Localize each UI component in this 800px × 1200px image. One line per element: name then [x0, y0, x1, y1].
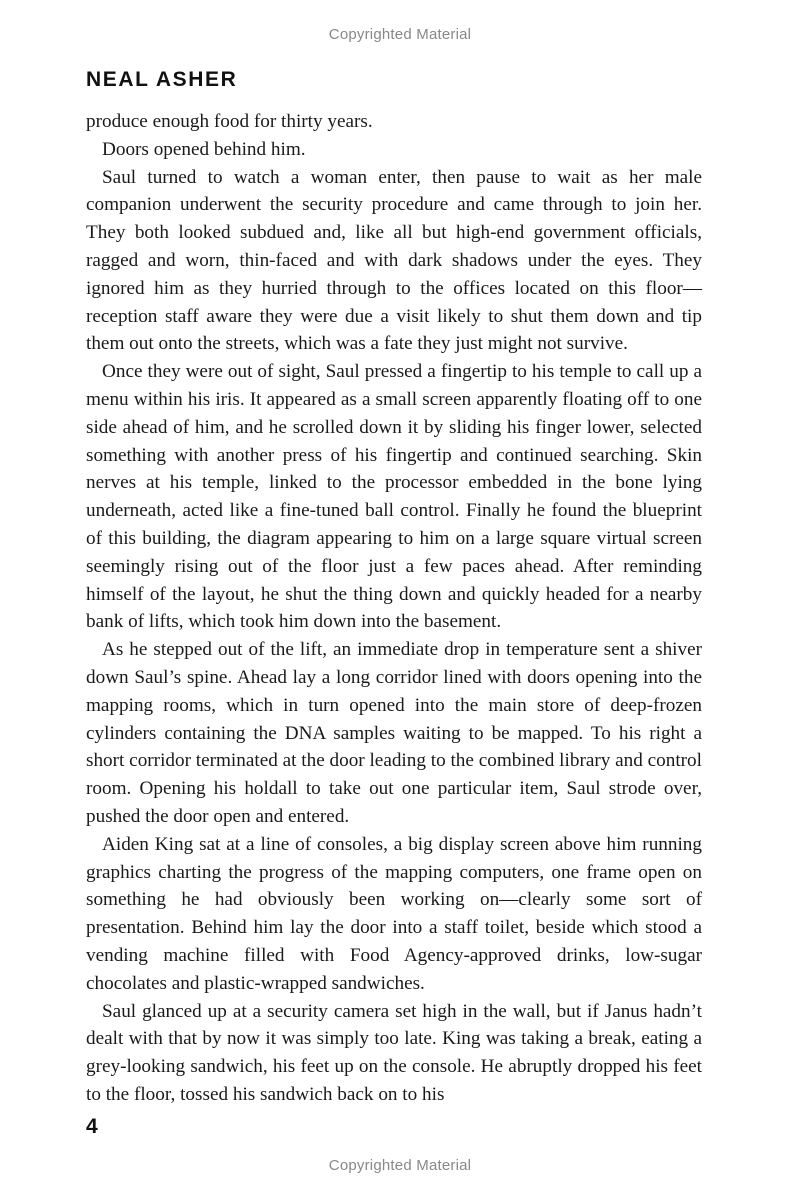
- copyright-watermark-top: Copyrighted Material: [328, 26, 472, 43]
- body-text: [86, 108, 702, 1109]
- paragraph: Doors opened behind him.: [102, 138, 306, 160]
- paragraph: Once they were out of sight, Saul pressed a fingertip to his temple to call up a menu within his iris. It appeared as a small screen apparently floating off to one side ahead of him, and he scrolled down it by sliding his finger lower, selected something with another press of his fingertip and continued searching. Skin nerves at his temple, linked to the processor embedded in the bone lying underneath, acted like a fine-tuned ball control. Finally he found the blueprint of this building, the diagram appearing to him on a large square virtual screen seemingly rising out of the floor just a few paces ahead. After reminding himself of the layout, he shut the thing down and quickly headed for a nearby bank of lifts, which took him down into the basement.: [86, 361, 702, 633]
- running-head-author: NEAL ASHER: [86, 68, 238, 91]
- paragraph: Aiden King sat at a line of consoles, a big display screen above him running graphics charting the progress of the mapping computers, one frame open on something he had obviously been working on—clearly some sort of presentation. Behind him lay the door into a staff toilet, beside which stood a vending machine filled with Food Agency-approved drinks, low-sugar chocolates and plastic-wrapped sandwiches.: [86, 833, 702, 994]
- paragraph: As he stepped out of the lift, an immediate drop in temperature sent a shiver down Saul’s spine. Ahead lay a long corridor lined with doors opening into the mapping rooms, which in turn opened into the main store of deep-frozen cylinders containing the DNA samples waiting to be mapped. To his right a short corridor terminated at the door leading to the combined library and control room. Opening his holdall to take out one particular item, Saul strode over, pushed the door open and entered.: [86, 639, 702, 827]
- paragraph: Saul turned to watch a woman enter, then pause to wait as her male companion underwent the security procedure and came through to join her. They both looked subdued and, like all but high-end government officials, ragged and worn, thin-faced and with dark shadows under the eyes. They ignored him as they hurried through to the offices located on this floor—reception staff aware they were due a visit likely to shut them down and tip them out onto the streets, which was a fate they just might not survive.: [86, 166, 702, 355]
- copyright-watermark-bottom: Copyrighted Material: [328, 1157, 472, 1174]
- paragraph: produce enough food for thirty years.: [86, 111, 373, 132]
- paragraph: Saul glanced up at a security camera set high in the wall, but if Janus hadn’t dealt with that by now it was simply too late. King was taking a break, eating a grey-looking sandwich, his feet up on the console. He abruptly dropped his feet to the floor, tossed his sandwich back on to his: [86, 1000, 702, 1105]
- page-number: 4: [86, 1115, 98, 1138]
